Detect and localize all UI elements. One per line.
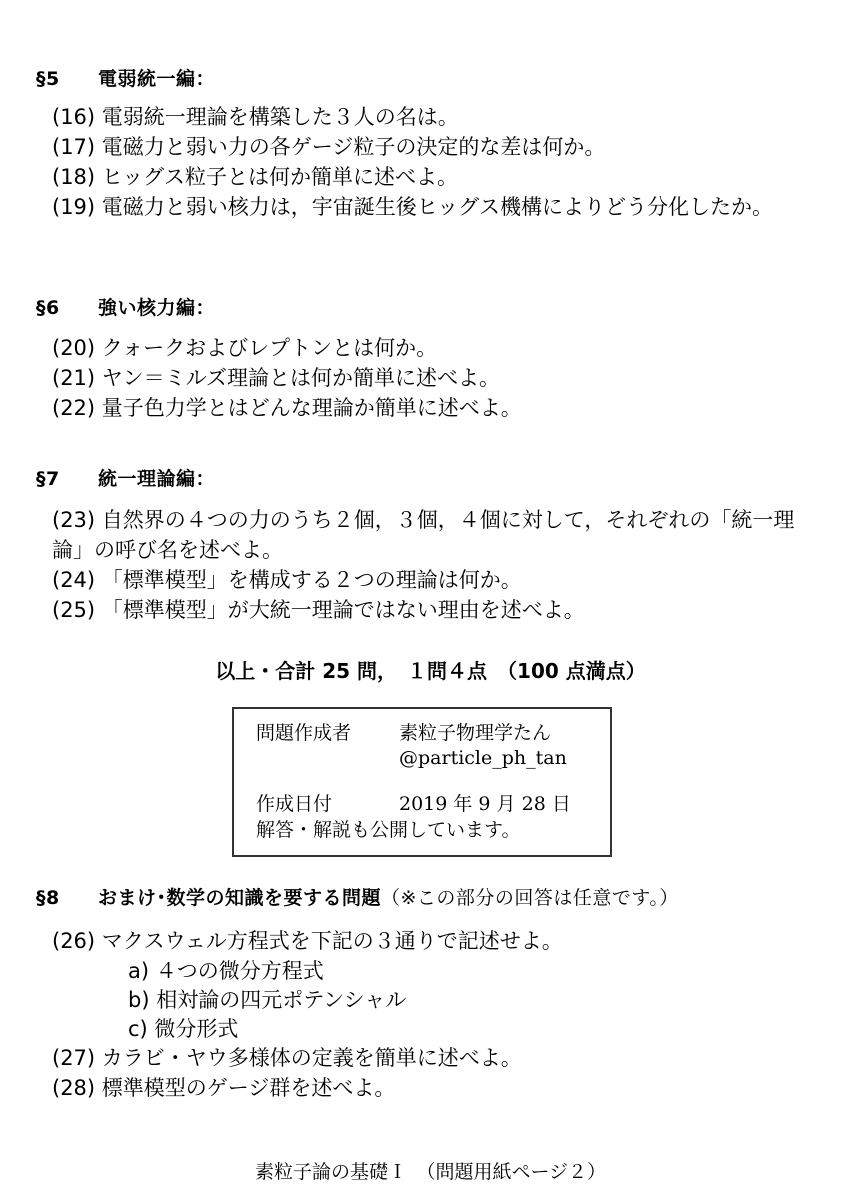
section-title: 強い核力編： — [98, 297, 216, 319]
section-number: §6 — [36, 297, 60, 319]
section-heading-5 — [36, 64, 215, 91]
author-label: 問題作成者 — [256, 722, 352, 744]
author-handle: @particle_ph_tan — [399, 747, 567, 769]
question-16: (16) 電弱統一理論を構築した３人の名は。 — [52, 105, 459, 129]
date-value: 2019 年 9 月 28 日 — [399, 793, 571, 815]
question-24: (24) 「標準模型」を構成する２つの理論は何か。 — [52, 568, 522, 592]
question-19: (19) 電磁力と弱い核力は，宇宙誕生後ヒッグス機構によりどう分化したか。 — [52, 195, 773, 219]
question-26b: b) 相対論の四元ポテンシャル — [128, 988, 407, 1012]
question-22: (22) 量子色力学とはどんな理論か簡単に述べよ。 — [52, 396, 522, 420]
answers-notice: 解答・解説も公開しています。 — [256, 819, 521, 841]
author-info-box — [232, 707, 612, 857]
section-number: §5 — [36, 68, 60, 90]
section-heading-7 — [36, 464, 215, 491]
section-number: §8 — [36, 887, 60, 909]
section-title: 統一理論編： — [98, 468, 216, 490]
question-20: (20) クォークおよびレプトンとは何か。 — [52, 336, 438, 360]
section-title: おまけ･数学の知識を要する問題 — [98, 887, 382, 909]
page-footer: 素粒子論の基礎Ｉ （問題用紙ページ２） — [254, 1161, 607, 1183]
section-heading-8 — [36, 883, 679, 910]
question-25: (25) 「標準模型」が大統一理論ではない理由を述べよ。 — [52, 598, 585, 622]
question-18: (18) ヒッグス粒子とは何か簡単に述べよ。 — [52, 165, 458, 189]
question-26: (26) マクスウェル方程式を下記の３通りで記述せよ。 — [52, 929, 563, 953]
question-26a: a) ４つの微分方程式 — [128, 959, 324, 983]
section-note: （※この部分の回答は任意です。） — [381, 887, 679, 909]
section-heading-6 — [36, 293, 215, 320]
section-number: §7 — [36, 468, 60, 490]
score-summary: 以上・合計 25 問， １問４点 （100 点満点） — [215, 659, 646, 683]
question-27: (27) カラビ・ヤウ多様体の定義を簡単に述べよ。 — [52, 1046, 522, 1070]
section-title: 電弱統一編： — [98, 68, 216, 90]
question-26c: c) 微分形式 — [128, 1017, 239, 1041]
question-17: (17) 電磁力と弱い力の各ゲージ粒子の決定的な差は何か。 — [52, 135, 606, 159]
question-28: (28) 標準模型のゲージ群を述べよ。 — [52, 1076, 396, 1100]
question-21: (21) ヤン＝ミルズ理論とは何か簡単に述べよ。 — [52, 366, 500, 390]
author-name: 素粒子物理学たん — [399, 722, 552, 744]
date-label: 作成日付 — [256, 793, 333, 815]
question-23: (23) 自然界の４つの力のうち２個，３個，４個に対して，それぞれの「統一理論」の呼び名を述べよ。 — [52, 508, 795, 562]
